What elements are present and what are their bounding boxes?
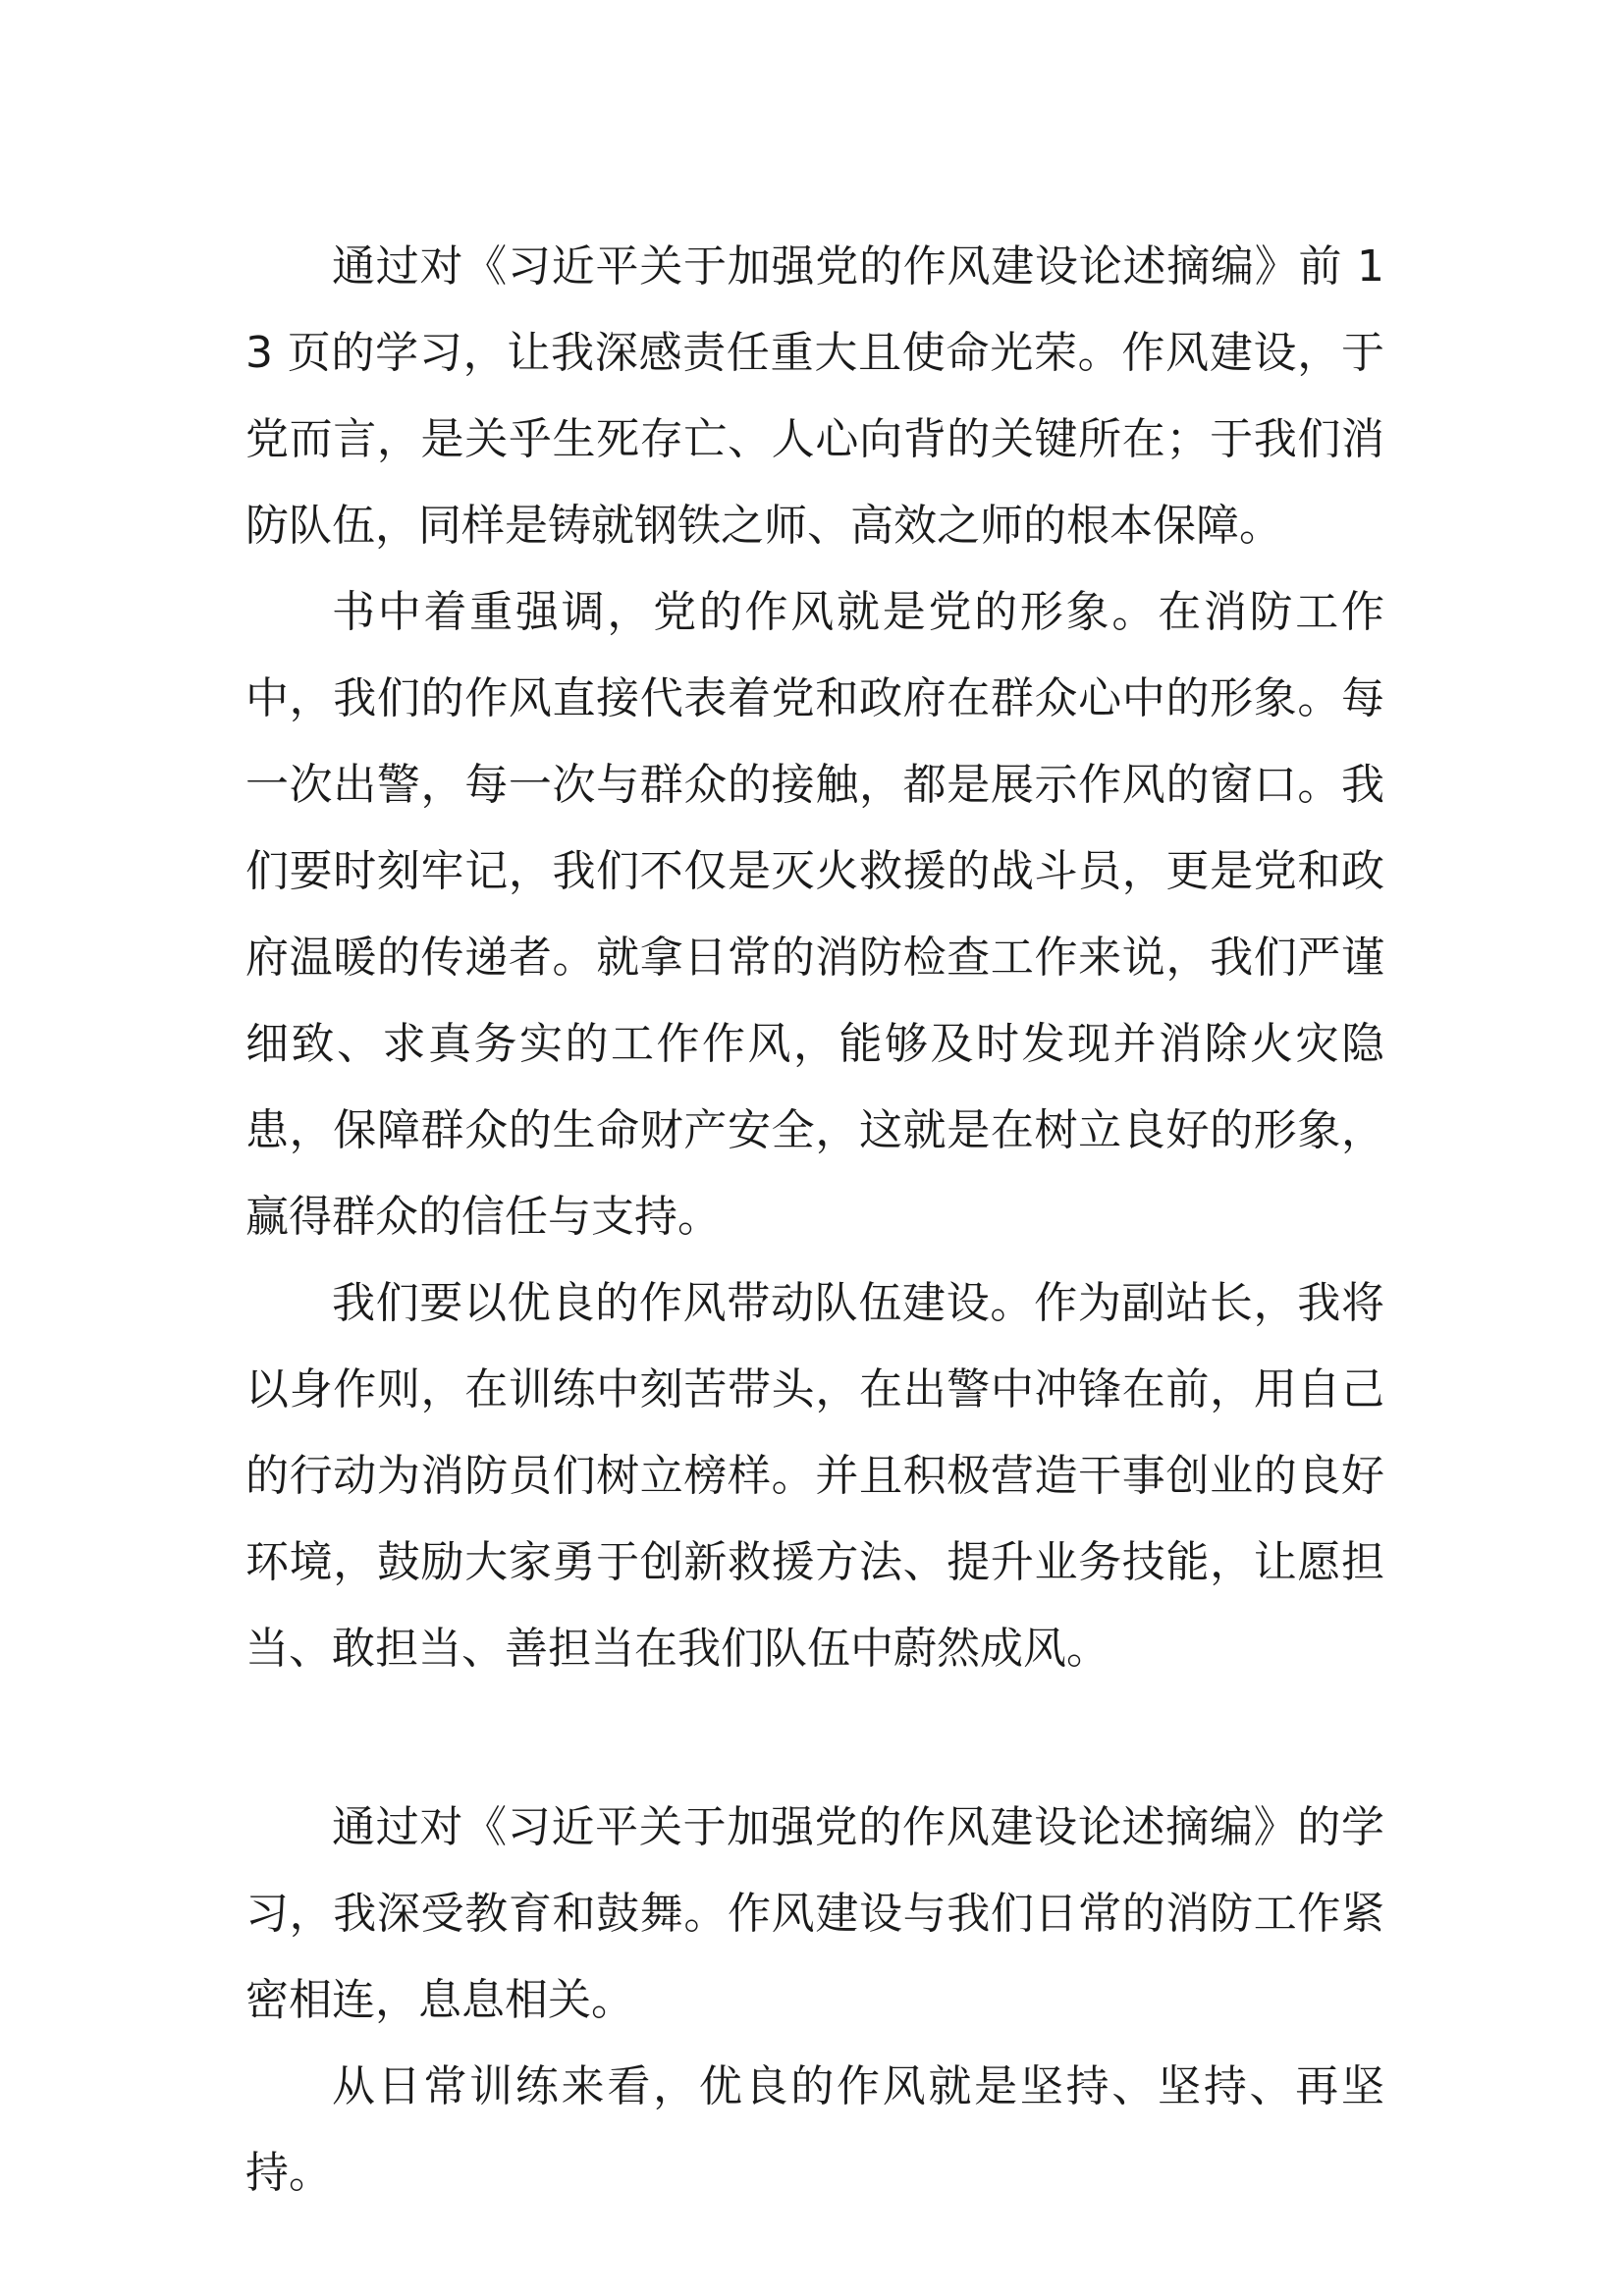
section-2 <box>245 1785 1384 2216</box>
paragraph: 从日常训练来看，优良的作风就是坚持、坚持、再坚持。 <box>245 2061 1384 2198</box>
document-body <box>245 224 1384 2216</box>
paragraph: 书中着重强调，党的作风就是党的形象。在消防工作中，我们的作风直接代表着党和政府在群众心中的形象。每一次出警，每一次与群众的接触，都是展示作风的窗口。我们要时刻牢记，我们不仅是灭火救援的战斗员，更是党和政府温暖的传递者。就拿日常的消防检查工作来说，我们严谨细致、求真务实的工作作风，能够及时发现并消除火灾隐患，保障群众的生命财产安全，这就是在树立良好的形象，赢得群众的信任与支持。 <box>245 587 1384 1242</box>
paragraph: 我们要以优良的作风带动队伍建设。作为副站长，我将以身作则，在训练中刻苦带头，在出警中冲锋在前，用自己的行动为消防员们树立榜样。并且积极营造干事创业的良好环境，鼓励大家勇于创新救援方法、提升业务技能，让愿担当、敢担当、善担当在我们队伍中蔚然成风。 <box>245 1278 1384 1674</box>
section-1 <box>245 224 1384 1692</box>
paragraph: 通过对《习近平关于加强党的作风建设论述摘编》前 13 页的学习，让我深感责任重大且使命光荣。作风建设，于党而言，是关乎生死存亡、人心向背的关键所在；于我们消防队伍，同样是铸就钢铁之师、高效之师的根本保障。 <box>245 241 1384 551</box>
paragraph: 通过对《习近平关于加强党的作风建设论述摘编》的学习，我深受教育和鼓舞。作风建设与我们日常的消防工作紧密相连，息息相关。 <box>245 1802 1384 2025</box>
